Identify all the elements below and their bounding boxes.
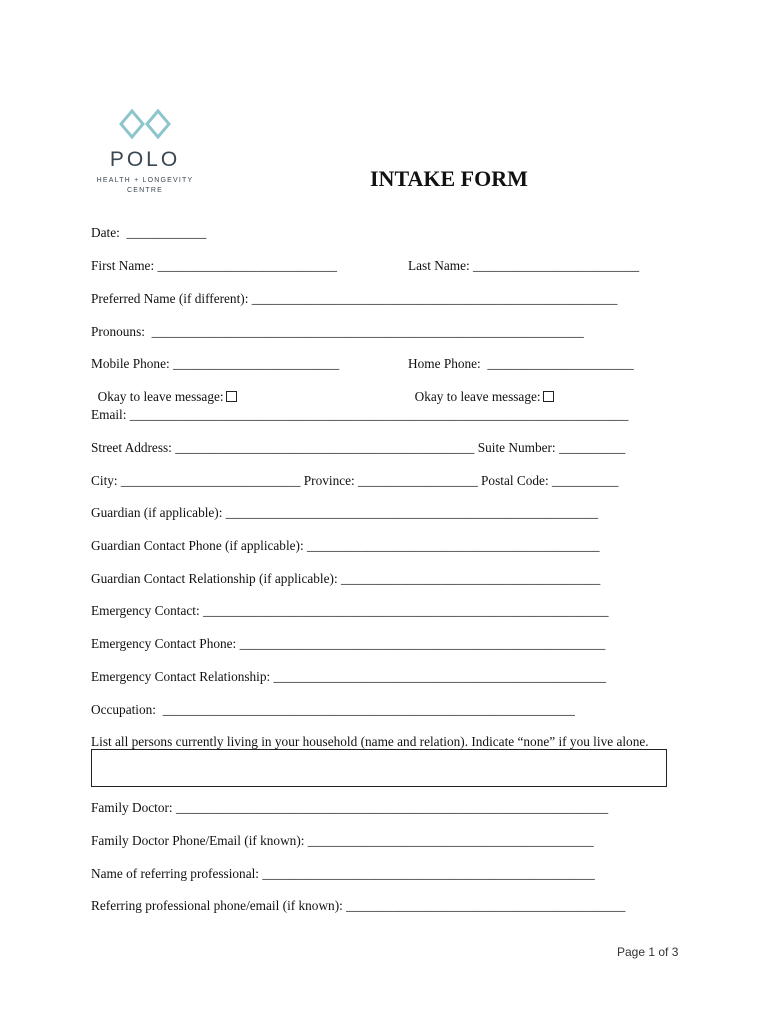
polo-logo xyxy=(92,108,198,200)
referring-professional-field[interactable]: Name of referring professional: __________________________________________________ xyxy=(91,866,595,881)
mobile-message-checkbox[interactable] xyxy=(226,391,237,402)
mobile-message-row xyxy=(91,373,237,405)
page-number: Page 1 of 3 xyxy=(617,945,679,959)
referring-contact-field[interactable]: Referring professional phone/email (if known): __________________________________________ xyxy=(91,898,626,913)
date-field[interactable]: Date: ____________ xyxy=(91,225,207,240)
polo-diamond-icon xyxy=(118,108,172,140)
logo-tagline-line-2: CENTRE xyxy=(127,187,163,194)
home-message-label: Okay to leave message: xyxy=(414,389,541,404)
city-province-postal-field[interactable]: City: ___________________________ Province: __________________ Postal Code: __________ xyxy=(91,473,619,488)
form-title: INTAKE FORM xyxy=(370,166,528,191)
preferred-name-field[interactable]: Preferred Name (if different): _______________________________________________________ xyxy=(91,291,618,306)
mobile-phone-field[interactable]: Mobile Phone: _________________________ xyxy=(91,356,340,371)
last-name-field[interactable]: Last Name: _________________________ xyxy=(408,258,640,273)
pronouns-field[interactable]: Pronouns: _________________________________________________________________ xyxy=(91,324,584,339)
mobile-message-label: Okay to leave message: xyxy=(97,389,224,404)
guardian-field[interactable]: Guardian (if applicable): ________________________________________________________ xyxy=(91,505,599,520)
guardian-relationship-field[interactable]: Guardian Contact Relationship (if applicable): _______________________________________ xyxy=(91,571,601,586)
home-message-row xyxy=(408,373,554,405)
household-prompt: List all persons currently living in your household (name and relation). Indicate “none” if you live alone. xyxy=(91,734,649,749)
logo-wordmark: POLO xyxy=(109,148,181,171)
email-field[interactable]: Email: ___________________________________________________________________________ xyxy=(91,407,629,422)
emergency-phone-field[interactable]: Emergency Contact Phone: _______________________________________________________ xyxy=(91,636,606,651)
home-phone-field[interactable]: Home Phone: ______________________ xyxy=(408,356,634,371)
emergency-contact-field[interactable]: Emergency Contact: _____________________________________________________________ xyxy=(91,603,609,618)
home-message-checkbox[interactable] xyxy=(543,391,554,402)
first-name-field[interactable]: First Name: ___________________________ xyxy=(91,258,337,273)
occupation-field[interactable]: Occupation: ______________________________________________________________ xyxy=(91,702,575,717)
household-input-box[interactable] xyxy=(91,749,667,787)
street-address-field[interactable]: Street Address: _____________________________________________ Suite Number: __________ xyxy=(91,440,626,455)
logo-tagline-line-1: HEALTH + LONGEVITY xyxy=(96,177,194,184)
family-doctor-contact-field[interactable]: Family Doctor Phone/Email (if known): ___________________________________________ xyxy=(91,833,594,848)
family-doctor-field[interactable]: Family Doctor: _________________________________________________________________ xyxy=(91,800,609,815)
logo-tagline xyxy=(92,176,198,196)
guardian-phone-field[interactable]: Guardian Contact Phone (if applicable): ____________________________________________ xyxy=(91,538,600,553)
emergency-relationship-field[interactable]: Emergency Contact Relationship: __________________________________________________ xyxy=(91,669,606,684)
